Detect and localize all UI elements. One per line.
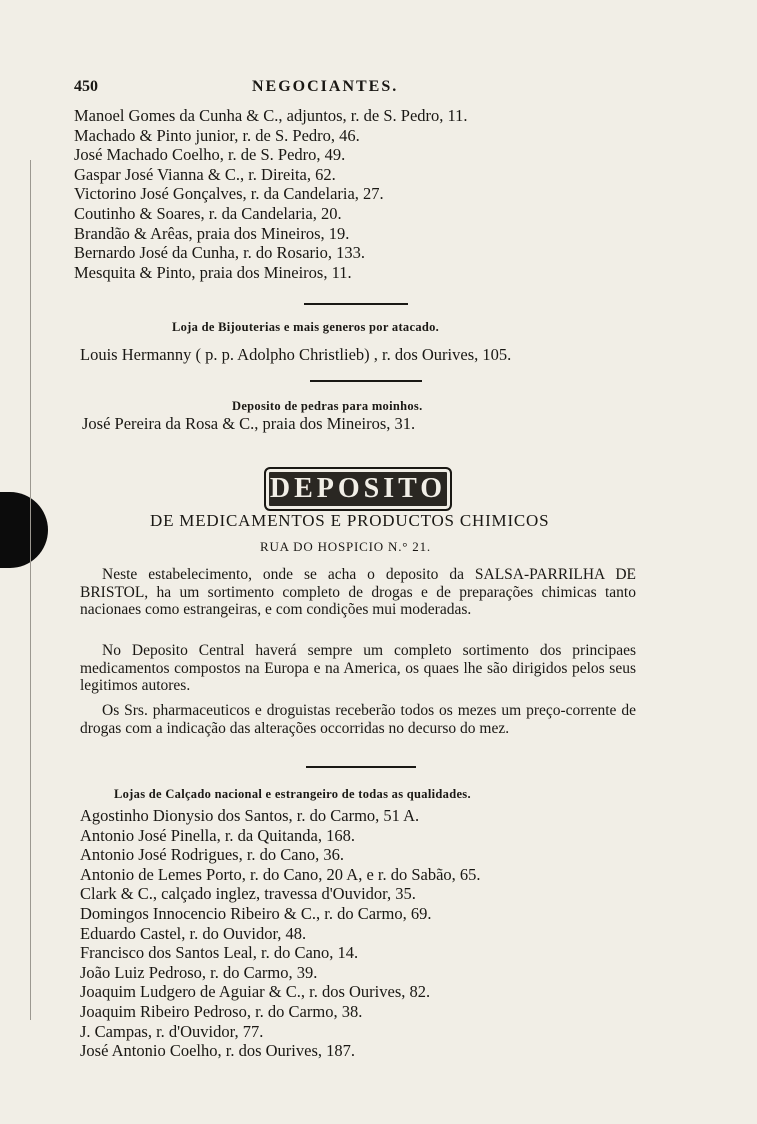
millstone-entry: José Pereira da Rosa & C., praia dos Mineiros, 31. xyxy=(82,414,416,433)
list-item: Joaquim Ludgero de Aguiar & C., r. dos Ourives, 82. xyxy=(80,982,431,1002)
margin-line xyxy=(30,160,31,1020)
list-item: Antonio José Pinella, r. da Quitanda, 168. xyxy=(80,825,355,845)
list-item: José Antonio Coelho, r. dos Ourives, 187. xyxy=(80,1041,355,1061)
running-head: NEGOCIANTES. xyxy=(252,78,399,95)
millstone-heading: Deposito de pedras para moinhos. xyxy=(232,399,423,413)
merchant-list xyxy=(74,106,654,282)
list-item: Domingos Innocencio Ribeiro & C., r. do Carmo, 69. xyxy=(80,903,432,923)
jewelry-heading: Loja de Bijouterias e mais generos por atacado. xyxy=(172,320,440,334)
list-item: J. Campas, r. d'Ouvidor, 77. xyxy=(80,1021,264,1041)
list-item: João Luiz Pedroso, r. do Carmo, 39. xyxy=(80,962,318,982)
deposito-paragraph: Neste estabelecimento, onde se acha o deposito da SALSA-PARRILHA DE BRISTOL, ha um sortimento completo de drogas e de preparações chimicas tanto nacionaes como estrangeiras, e com condições mui moderadas. xyxy=(80,566,636,619)
deposito-paragraph: Os Srs. pharmaceuticos e droguistas receberão todos os mezes um preço-corrente de drogas com a indicação das alterações occorridas no decurso do mez. xyxy=(80,702,636,737)
deposito-subtitle: DE MEDICAMENTOS E PRODUCTOS CHIMICOS xyxy=(150,511,550,530)
list-item: Antonio de Lemes Porto, r. do Cano, 20 A, e r. do Sabão, 65. xyxy=(80,864,481,884)
page-number: 450 xyxy=(74,78,98,95)
section-divider xyxy=(306,766,416,768)
jewelry-entry: Louis Hermanny ( p. p. Adolpho Christlieb) , r. dos Ourives, 105. xyxy=(80,345,512,364)
list-item: Francisco dos Santos Leal, r. do Cano, 14. xyxy=(80,943,359,963)
page-header xyxy=(74,78,434,100)
list-item: Mesquita & Pinto, praia dos Mineiros, 11. xyxy=(74,262,352,282)
shoes-list xyxy=(80,806,660,1061)
deposito-paragraph: No Deposito Central haverá sempre um completo sortimento dos principaes medicamentos compostos na Europa e na America, os quaes lhe são dirigidos pelos seus legitimos autores. xyxy=(80,642,636,695)
page-edge-tab xyxy=(0,492,48,568)
list-item: Victorino José Gonçalves, r. da Candelaria, 27. xyxy=(74,184,384,204)
list-item: José Machado Coelho, r. de S. Pedro, 49. xyxy=(74,145,346,165)
list-item: Bernardo José da Cunha, r. do Rosario, 133. xyxy=(74,243,365,263)
deposito-title: DEPOSITO xyxy=(264,467,452,511)
list-item: Brandão & Arêas, praia dos Mineiros, 19. xyxy=(74,223,350,243)
deposito-address: RUA DO HOSPICIO N.° 21. xyxy=(260,539,431,554)
section-divider xyxy=(310,380,422,382)
section-divider xyxy=(304,303,408,305)
list-item: Manoel Gomes da Cunha & C., adjuntos, r. de S. Pedro, 11. xyxy=(74,106,468,125)
list-item: Gaspar José Vianna & C., r. Direita, 62. xyxy=(74,164,336,184)
list-item: Coutinho & Soares, r. da Candelaria, 20. xyxy=(74,203,342,223)
list-item: Antonio José Rodrigues, r. do Cano, 36. xyxy=(80,845,344,865)
list-item: Joaquim Ribeiro Pedroso, r. do Carmo, 38. xyxy=(80,1001,363,1021)
shoes-heading: Lojas de Calçado nacional e estrangeiro de todas as qualidades. xyxy=(114,787,471,801)
list-item: Eduardo Castel, r. do Ouvidor, 48. xyxy=(80,923,307,943)
list-item: Agostinho Dionysio dos Santos, r. do Carmo, 51 A. xyxy=(80,806,420,825)
list-item: Machado & Pinto junior, r. de S. Pedro, 46. xyxy=(74,125,360,145)
list-item: Clark & C., calçado inglez, travessa d'Ouvidor, 35. xyxy=(80,884,416,904)
